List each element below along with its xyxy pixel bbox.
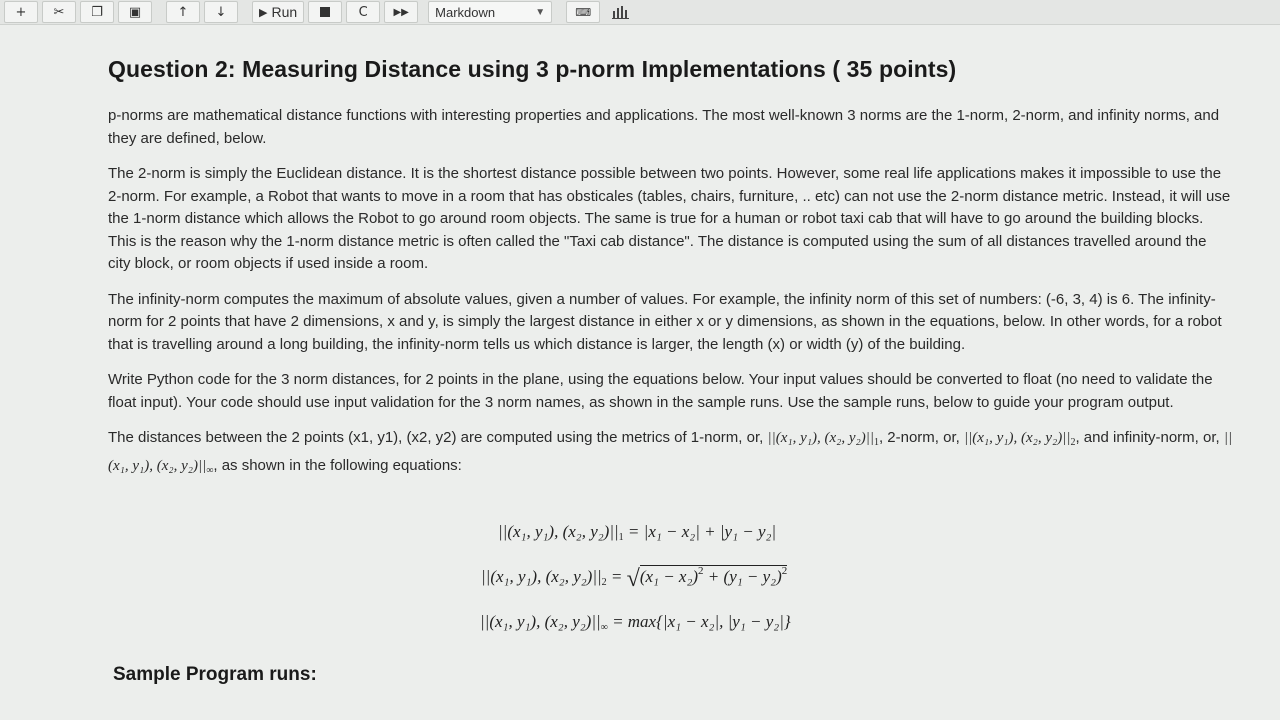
copy-button[interactable] [80,1,114,23]
equation-2-norm: ||(x₁, y₁), (x₂, $y_2)||_2 = √(x_1 - x_2)^2 + (y_1 - y_2)^2$ [481,565,788,592]
move-up-button[interactable] [166,1,200,23]
notebook-toolbar [0,0,1280,25]
run-label: Run [271,4,298,20]
scissors-icon: ✂ [53,4,65,20]
chart-button[interactable] [604,1,638,23]
inline-norm-2: ||(x₁, y₁), (x₂, $y_2)||_2$ [963,430,1076,448]
cell-type-value: Markdown [435,4,496,20]
paragraph-distances [108,427,1233,482]
restart-icon: C [358,4,368,20]
run-button[interactable] [252,1,304,23]
plus-icon: + [15,4,27,20]
fast-forward-icon: ▶▶ [393,6,409,18]
chevron-down-icon: ▼ [535,6,546,18]
distances-text-b: , 2-norm, or, [878,429,964,446]
bar-chart-icon [612,5,630,19]
cut-button[interactable] [42,1,76,23]
distances-text-d: , as shown in the following equations: [213,456,462,474]
add-cell-button[interactable] [4,1,38,23]
inline-norm-inf: ||(x₁, y₁), (x₂, $y_2)||_\infty$ [108,430,1233,476]
move-down-button[interactable] [204,1,238,23]
interrupt-button[interactable] [308,1,342,23]
restart-button[interactable] [346,1,380,23]
arrow-down-icon: ↓ [215,4,227,20]
equation-infinity-norm: ||(x₁, y₁), (x₂, $y_2)||_\infty = \max\{|x_1 - x_2|$, |y₁ − y₂|} [480,612,791,633]
paragraph-instructions: Write Python code for the 3 norm distances, for 2 points in the plane, using the equations below. Your input values should be converted to float (no need to validate the float input). Your code should use input validation for the 3 norm names, as shown in the sample runs. Use the sample runs, below to guide your program output. [108,371,1213,411]
distances-text-a: The distances between the 2 points (x1, y1), (x2, y2) are computed using the metrics of 1-norm, or, [108,429,768,446]
keyboard-icon: ⌨ [575,5,592,19]
play-icon: ▶ [259,6,268,19]
restart-run-all-button[interactable] [384,1,418,23]
equation-1-norm: ||(x₁, y₁), (x₂, $y_2)||_1 = |x_1 - x_2| + |y_1 - y_2|$ [498,522,777,543]
paste-icon: ▣ [128,4,142,20]
stop-icon [320,7,330,17]
paragraph-2norm: The 2-norm is simply the Euclidean distance. It is the shortest distance possible between two points. However, some real life applications makes it impossible to use the 2-norm. For example, a Robot that wants to move in a room that has obsticales (tables, chairs, furniture, .. etc) can not use the 2-norm distance metric. Instead, it will use the 1-norm distance which allows the Robot to go around room objects. The same is true for a human or robot taxi cab that will have to go around the building blocks. This is the reason why the 1-norm distance metric is often called the "Taxi cab distance". The distance is computed using the sum of all distances travelled around the city block, or room objects if used inside a room. [108,165,1231,272]
paragraph-infinity-norm: The infinity-norm computes the maximum of absolute values, given a number of values. For example, the infinity norm of this set of numbers: (-6, 3, 4) is 6. The infinity-norm for 2 points that have 2 dimensions, x and y, is simply the largest distance in either x or y dimensions, as shown in the equations, below. In other words, for a robot that is travelling around a long building, the infinity-norm tells us which distance is larger, the length (x) or width (y) of the building. [108,290,1222,353]
sample-runs-heading: Sample Program runs: [113,664,317,685]
paragraph-intro: p-norms are mathematical distance functions with interesting properties and applications. The most well-known 3 norms are the 1-norm, 2-norm, and infinity norms, and they are defined, below. [108,107,1220,147]
question-title: Question 2: Measuring Distance using 3 p-norm Implementations ( 35 points) [108,56,957,82]
square-root: $√(x_1 - x_2)^2 + (y_1 - y_2)^2$ [626,565,788,592]
distances-text-c: , and infinity-norm, or, [1075,429,1224,446]
cell-type-select[interactable] [428,1,552,23]
markdown-cell[interactable] [108,56,1233,495]
paste-button[interactable] [118,1,152,23]
inline-norm-1: ||(x₁, y₁), (x₂, $y_2)||_1$ [767,430,879,448]
command-palette-button[interactable] [566,1,600,23]
copy-icon: ❐ [91,4,103,20]
arrow-up-icon: ↑ [177,4,189,20]
